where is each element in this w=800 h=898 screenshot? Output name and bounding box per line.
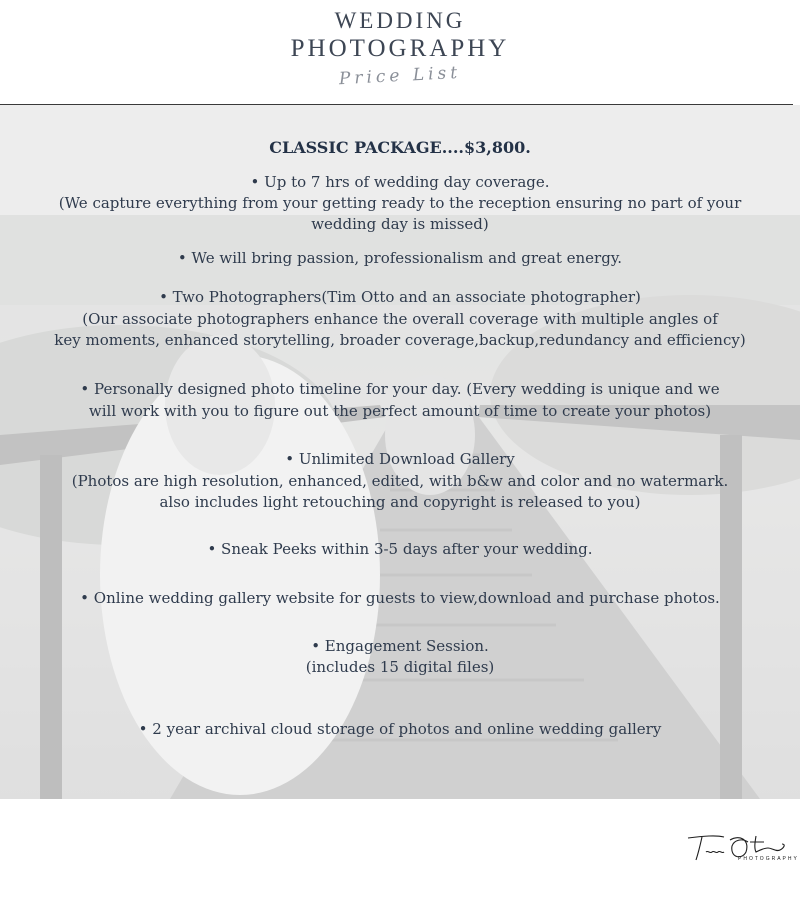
signature-logo (684, 830, 794, 870)
package-line: • Engagement Session. (311, 637, 489, 655)
package-line: • We will bring passion, professionalism and great energy. (177, 249, 623, 267)
title-line-2: PHOTOGRAPHY (290, 35, 510, 62)
package-line: (We capture everything from your getting ready to the reception ensuring no part of your (58, 194, 742, 212)
logo-tagline: PHOTOGRAPHY (738, 856, 799, 862)
header (0, 0, 800, 105)
subtitle-script: Price List (338, 62, 462, 90)
package-line: (Our associate photographers enhance the overall coverage with multiple angles of (82, 310, 718, 328)
package-details (0, 105, 800, 799)
package-line: • Sneak Peeks within 3-5 days after your wedding. (207, 540, 593, 558)
package-line: • Up to 7 hrs of wedding day coverage. (250, 173, 550, 191)
package-line: • Personally designed photo timeline for your day. (Every wedding is unique and we (80, 380, 720, 398)
title-line-1: WEDDING (334, 8, 466, 33)
package-line: (includes 15 digital files) (305, 658, 495, 676)
package-line: • 2 year archival cloud storage of photos and online wedding gallery (138, 720, 662, 738)
package-line: also includes light retouching and copyright is released to you) (159, 493, 641, 511)
package-line: (Photos are high resolution, enhanced, edited, with b&w and color and no watermark. (71, 472, 729, 490)
package-title: CLASSIC PACKAGE....$3,800. (269, 138, 531, 157)
package-line: • Two Photographers(Tim Otto and an associate photographer) (159, 288, 641, 306)
package-line: • Unlimited Download Gallery (285, 450, 515, 468)
package-line: wedding day is missed) (311, 215, 489, 233)
package-line: key moments, enhanced storytelling, broader coverage,backup,redundancy and efficiency) (54, 331, 746, 349)
package-line: • Online wedding gallery website for guests to view,download and purchase photos. (80, 589, 720, 607)
package-line: will work with you to figure out the perfect amount of time to create your photos) (88, 402, 712, 420)
